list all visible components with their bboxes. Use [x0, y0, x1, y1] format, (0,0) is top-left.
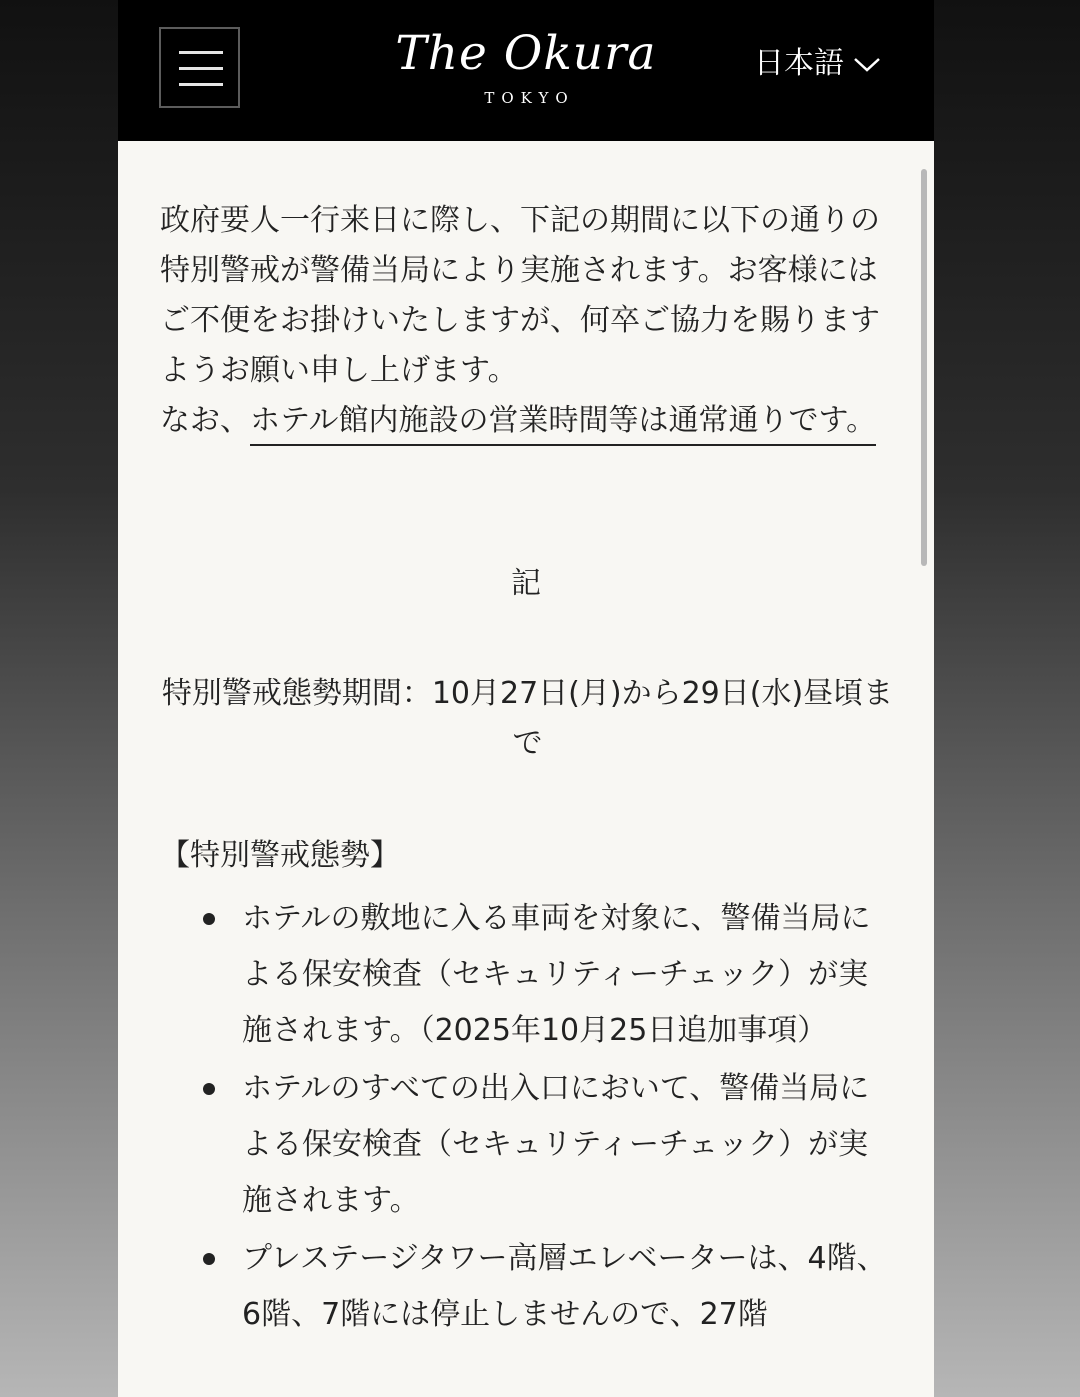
language-selector[interactable] [754, 44, 882, 84]
notice-intro [160, 196, 895, 446]
logo-city: TOKYO [484, 89, 575, 107]
notice-content [118, 141, 934, 1397]
hamburger-line [179, 67, 223, 70]
scrollbar-thumb[interactable] [921, 169, 927, 566]
language-label: 日本語 [754, 46, 844, 81]
bullet-icon [203, 1083, 215, 1095]
security-measures-list [242, 891, 892, 1345]
bullet-icon [203, 1253, 215, 1265]
note-prefix: なお、 [160, 403, 250, 438]
menu-button[interactable] [159, 27, 240, 108]
list-item-text: ホテルの敷地に入る車両を対象に、警備当局による保安検査（セキュリティーチェック）が実施されます。（2025年10月25日追加事項） [242, 901, 871, 1048]
facility-note [160, 396, 895, 446]
alert-period: 特別警戒態勢期間：10月27日(月)から29日(水)昼頃まで [161, 676, 894, 761]
section-heading: 【特別警戒態勢】 [160, 838, 400, 873]
chevron-down-icon [852, 54, 882, 74]
bullet-icon [203, 913, 215, 925]
logo-wordmark: The Okura [395, 26, 657, 81]
hamburger-line [179, 51, 223, 54]
hotel-logo[interactable] [376, 24, 676, 116]
list-item [242, 1061, 892, 1229]
list-item-text: プレステージタワー高層エレベーターは、4階、6階、7階には停止しませんので、27階 [242, 1241, 887, 1332]
list-item [242, 1231, 892, 1343]
ki-heading: 記 [511, 566, 541, 601]
hamburger-line [179, 83, 223, 86]
site-header [118, 0, 934, 141]
facility-hours-link[interactable]: ホテル館内施設の営業時間等は通常通りです。 [250, 403, 876, 446]
list-item-text: ホテルのすべての出入口において、警備当局による保安検査（セキュリティーチェック）が実施されます。 [242, 1071, 870, 1218]
intro-paragraph: 政府要人一行来日に際し、下記の期間に以下の通りの特別警戒が警備当局により実施されます。お客様にはご不便をお掛けいたしますが、何卒ご協力を賜りますようお願い申し上げます。 [160, 203, 880, 388]
app-frame [118, 0, 934, 1397]
list-item [242, 891, 892, 1059]
